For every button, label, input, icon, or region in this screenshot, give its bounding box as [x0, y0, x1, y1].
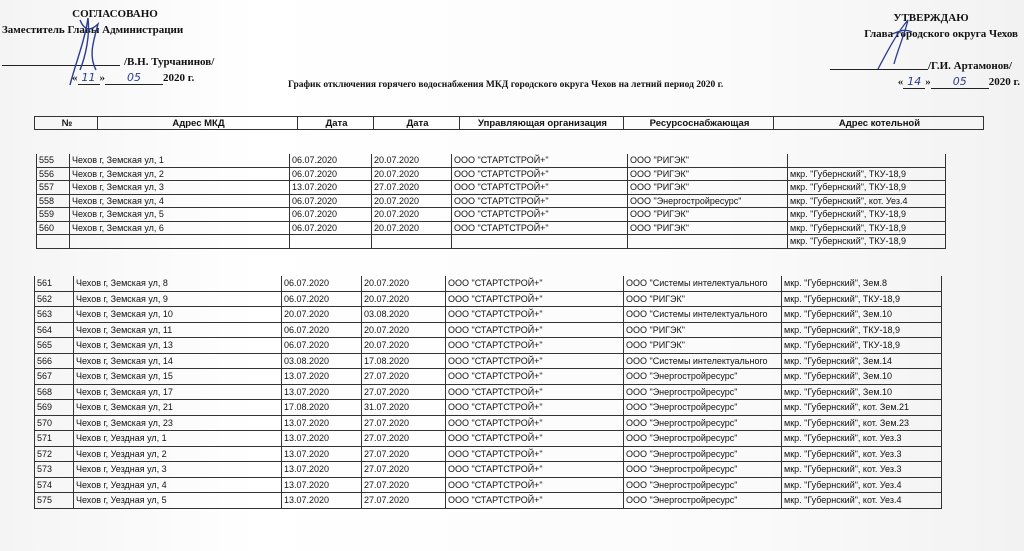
- approval-right-date: « 14 » 05 2020 г.: [897, 75, 1020, 88]
- approval-left-date: « 11 » 05 2020 г.: [72, 71, 195, 84]
- cell-date-start: [290, 235, 372, 249]
- cell-date-start: 06.07.2020: [290, 195, 372, 209]
- cell-management: ООО "СТАРТСТРОЙ+": [446, 307, 624, 323]
- cell-date-start: 06.07.2020: [282, 276, 362, 292]
- cell-number: 574: [34, 478, 74, 494]
- table-header-row: [34, 116, 984, 132]
- col-header-management: Управляющая организация: [460, 116, 624, 130]
- cell-date-end: 27.07.2020: [362, 385, 446, 401]
- cell-resource: ООО "Энергостройресурс": [624, 416, 782, 432]
- cell-boiler: мкр. "Губернский", ТКУ-18,9: [782, 292, 942, 308]
- cell-number: 555: [36, 154, 70, 168]
- cell-date-end: 31.07.2020: [362, 400, 446, 416]
- cell-address: Чехов г, Земская ул, 2: [70, 168, 290, 182]
- cell-resource: ООО "РИГЭК": [628, 168, 788, 182]
- cell-resource: ООО "Энергостройресурс": [624, 462, 782, 478]
- cell-number: 571: [34, 431, 74, 447]
- cell-date-end: 20.07.2020: [372, 195, 452, 209]
- cell-number: [36, 235, 70, 249]
- cell-management: ООО "СТАРТСТРОЙ+": [452, 222, 628, 236]
- cell-address: Чехов г, Земская ул, 11: [74, 323, 282, 339]
- cell-date-end: 27.07.2020: [362, 369, 446, 385]
- cell-date-end: 20.07.2020: [372, 208, 452, 222]
- cell-number: 563: [34, 307, 74, 323]
- cell-number: 561: [34, 276, 74, 292]
- cell-date-end: 27.07.2020: [362, 431, 446, 447]
- cell-date-start: 13.07.2020: [290, 181, 372, 195]
- cell-boiler: мкр. "Губернский", Зем.10: [782, 307, 942, 323]
- cell-management: ООО "СТАРТСТРОЙ+": [446, 400, 624, 416]
- cell-resource: ООО "РИГЭК": [624, 292, 782, 308]
- cell-boiler: мкр. "Губернский", кот. Зем.23: [782, 416, 942, 432]
- approval-left-signer: /В.Н. Турчанинов/: [124, 56, 215, 68]
- approval-right-heading: УТВЕРЖДАЮ: [893, 12, 969, 24]
- col-header-boiler: Адрес котельной: [774, 116, 984, 130]
- cell-management: ООО "СТАРТСТРОЙ+": [446, 276, 624, 292]
- cell-management: ООО "СТАРТСТРОЙ+": [446, 369, 624, 385]
- cell-date-end: 27.07.2020: [372, 181, 452, 195]
- cell-date-start: 17.08.2020: [282, 400, 362, 416]
- cell-number: 560: [36, 222, 70, 236]
- cell-date-start: 03.08.2020: [282, 354, 362, 370]
- cell-management: ООО "СТАРТСТРОЙ+": [446, 385, 624, 401]
- cell-boiler: мкр. "Губернский", ТКУ-18,9: [788, 222, 946, 236]
- cell-boiler: мкр. "Губернский", Зем.8: [782, 276, 942, 292]
- approval-right-date-month: 05: [931, 75, 989, 89]
- cell-address: Чехов г, Уездная ул, 1: [74, 431, 282, 447]
- approval-left-date-month: 05: [105, 71, 163, 85]
- cell-address: Чехов г, Земская ул, 15: [74, 369, 282, 385]
- cell-boiler: мкр. "Губернский", кот. Зем.21: [782, 400, 942, 416]
- cell-management: ООО "СТАРТСТРОЙ+": [452, 154, 628, 168]
- cell-resource: [628, 235, 788, 249]
- cell-date-start: 13.07.2020: [282, 385, 362, 401]
- cell-date-end: [372, 235, 452, 249]
- cell-number: 575: [34, 493, 74, 509]
- cell-date-end: 20.07.2020: [362, 323, 446, 339]
- cell-boiler: мкр. "Губернский", ТКУ-18,9: [788, 208, 946, 222]
- cell-number: 569: [34, 400, 74, 416]
- cell-date-end: 27.07.2020: [362, 447, 446, 463]
- cell-date-start: 13.07.2020: [282, 493, 362, 509]
- cell-date-end: 20.07.2020: [372, 222, 452, 236]
- cell-boiler: мкр. "Губернский", ТКУ-18,9: [788, 235, 946, 249]
- approval-left-heading: СОГЛАСОВАНО: [72, 8, 158, 20]
- signature-right-icon: [868, 14, 928, 74]
- cell-resource: ООО "РИГЭК": [628, 222, 788, 236]
- cell-address: Чехов г, Уездная ул, 4: [74, 478, 282, 494]
- cell-resource: ООО "Системы интелектуального: [624, 276, 782, 292]
- cell-management: ООО "СТАРТСТРОЙ+": [452, 195, 628, 209]
- cell-date-end: 20.07.2020: [362, 292, 446, 308]
- cell-boiler: мкр. "Губернский", ТКУ-18,9: [788, 168, 946, 182]
- cell-date-end: 27.07.2020: [362, 478, 446, 494]
- cell-date-start: 13.07.2020: [282, 431, 362, 447]
- cell-management: ООО "СТАРТСТРОЙ+": [446, 292, 624, 308]
- cell-resource: ООО "РИГЭК": [628, 208, 788, 222]
- col-header-address: Адрес МКД: [98, 116, 298, 130]
- cell-number: 566: [34, 354, 74, 370]
- cell-resource: ООО "Энергостройресурс": [628, 195, 788, 209]
- col-header-date-start: Дата: [298, 116, 374, 130]
- approval-left-date-day: 11: [78, 71, 100, 85]
- cell-boiler: мкр. "Губернский", Зем.14: [782, 354, 942, 370]
- cell-boiler: мкр. "Губернский", кот. Уез.4: [782, 493, 942, 509]
- col-header-number: №: [34, 116, 98, 130]
- cell-boiler: мкр. "Губернский", кот. Уез.4: [782, 478, 942, 494]
- cell-date-end: 20.07.2020: [362, 276, 446, 292]
- cell-date-start: 13.07.2020: [282, 462, 362, 478]
- cell-date-end: 03.08.2020: [362, 307, 446, 323]
- cell-management: ООО "СТАРТСТРОЙ+": [446, 478, 624, 494]
- cell-boiler: мкр. "Губернский", ТКУ-18,9: [788, 181, 946, 195]
- cell-management: [452, 235, 628, 249]
- cell-address: Чехов г, Земская ул, 3: [70, 181, 290, 195]
- cell-management: ООО "СТАРТСТРОЙ+": [452, 208, 628, 222]
- cell-resource: ООО "Энергостройресурс": [624, 447, 782, 463]
- cell-boiler: мкр. "Губернский", кот. Уез.3: [782, 447, 942, 463]
- cell-date-start: 13.07.2020: [282, 369, 362, 385]
- cell-number: 559: [36, 208, 70, 222]
- cell-resource: ООО "Энергостройресурс": [624, 385, 782, 401]
- cell-number: 557: [36, 181, 70, 195]
- cell-date-start: 06.07.2020: [290, 208, 372, 222]
- cell-date-end: 27.07.2020: [362, 493, 446, 509]
- signature-left-icon: [50, 10, 130, 90]
- cell-resource: ООО "Энергостройресурс": [624, 369, 782, 385]
- cell-management: ООО "СТАРТСТРОЙ+": [446, 462, 624, 478]
- cell-address: Чехов г, Земская ул, 1: [70, 154, 290, 168]
- cell-date-end: 27.07.2020: [362, 462, 446, 478]
- approval-right-signer: /Г.И. Артамонов/: [928, 60, 1012, 72]
- cell-date-end: 20.07.2020: [362, 338, 446, 354]
- approval-left-date-year: 2020 г.: [163, 72, 195, 84]
- approval-right-date-year: 2020 г.: [988, 76, 1020, 88]
- cell-address: Чехов г, Земская ул, 9: [74, 292, 282, 308]
- cell-date-end: 17.08.2020: [362, 354, 446, 370]
- cell-boiler: мкр. "Губернский", ТКУ-18,9: [782, 323, 942, 339]
- cell-date-end: 20.07.2020: [372, 154, 452, 168]
- cell-number: 567: [34, 369, 74, 385]
- cell-date-start: 06.07.2020: [290, 154, 372, 168]
- cell-date-start: 06.07.2020: [290, 222, 372, 236]
- cell-date-start: 06.07.2020: [282, 338, 362, 354]
- cell-number: 564: [34, 323, 74, 339]
- cell-date-start: 13.07.2020: [282, 478, 362, 494]
- cell-boiler: мкр. "Губернский", кот. Уез.3: [782, 462, 942, 478]
- cell-address: Чехов г, Уездная ул, 3: [74, 462, 282, 478]
- cell-resource: ООО "РИГЭК": [628, 181, 788, 195]
- cell-number: 562: [34, 292, 74, 308]
- cell-address: Чехов г, Земская ул, 17: [74, 385, 282, 401]
- cell-address: Чехов г, Земская ул, 14: [74, 354, 282, 370]
- cell-number: 570: [34, 416, 74, 432]
- document-title: График отключения горячего водоснабжения МКД городского округа Чехов на летний период 2020 г.: [288, 80, 724, 90]
- cell-number: 573: [34, 462, 74, 478]
- cell-address: Чехов г, Земская ул, 8: [74, 276, 282, 292]
- cell-number: 558: [36, 195, 70, 209]
- approval-right-date-day: 14: [903, 75, 925, 89]
- cell-number: 568: [34, 385, 74, 401]
- cell-management: ООО "СТАРТСТРОЙ+": [446, 338, 624, 354]
- cell-management: ООО "СТАРТСТРОЙ+": [446, 354, 624, 370]
- cell-date-start: 06.07.2020: [282, 292, 362, 308]
- cell-date-end: 27.07.2020: [362, 416, 446, 432]
- cell-boiler: мкр. "Губернский", Зем.10: [782, 385, 942, 401]
- cell-address: Чехов г, Земская ул, 6: [70, 222, 290, 236]
- cell-resource: ООО "Энергостройресурс": [624, 478, 782, 494]
- cell-management: ООО "СТАРТСТРОЙ+": [446, 447, 624, 463]
- cell-management: ООО "СТАРТСТРОЙ+": [452, 181, 628, 195]
- cell-boiler: [788, 154, 946, 168]
- cell-boiler: мкр. "Губернский", ТКУ-18,9: [782, 338, 942, 354]
- cell-date-start: 06.07.2020: [282, 323, 362, 339]
- cell-address: Чехов г, Уездная ул, 5: [74, 493, 282, 509]
- approval-right-position: Глава городского округа Чехов: [864, 28, 1018, 40]
- cell-resource: ООО "Системы интелектуального: [624, 354, 782, 370]
- cell-resource: ООО "Энергостройресурс": [624, 493, 782, 509]
- approval-left-position: Заместитель Главы Администрации: [2, 24, 184, 36]
- cell-address: Чехов г, Земская ул, 21: [74, 400, 282, 416]
- cell-address: Чехов г, Земская ул, 4: [70, 195, 290, 209]
- cell-management: ООО "СТАРТСТРОЙ+": [452, 168, 628, 182]
- cell-resource: ООО "Системы интелектуального: [624, 307, 782, 323]
- cell-address: Чехов г, Уездная ул, 2: [74, 447, 282, 463]
- cell-date-start: 20.07.2020: [282, 307, 362, 323]
- cell-number: 556: [36, 168, 70, 182]
- cell-address: Чехов г, Земская ул, 5: [70, 208, 290, 222]
- cell-resource: ООО "Энергостройресурс": [624, 400, 782, 416]
- cell-date-start: 13.07.2020: [282, 416, 362, 432]
- cell-date-start: 13.07.2020: [282, 447, 362, 463]
- cell-number: 572: [34, 447, 74, 463]
- cell-address: [70, 235, 290, 249]
- cell-resource: ООО "РИГЭК": [624, 338, 782, 354]
- cell-address: Чехов г, Земская ул, 10: [74, 307, 282, 323]
- cell-management: ООО "СТАРТСТРОЙ+": [446, 323, 624, 339]
- cell-number: 565: [34, 338, 74, 354]
- cell-address: Чехов г, Земская ул, 23: [74, 416, 282, 432]
- cell-management: ООО "СТАРТСТРОЙ+": [446, 431, 624, 447]
- col-header-date-end: Дата: [374, 116, 460, 130]
- cell-boiler: мкр. "Губернский", кот. Уез.3: [782, 431, 942, 447]
- cell-boiler: мкр. "Губернский", кот. Уез.4: [788, 195, 946, 209]
- cell-date-end: 20.07.2020: [372, 168, 452, 182]
- cell-address: Чехов г, Земская ул, 13: [74, 338, 282, 354]
- cell-resource: ООО "РИГЭК": [624, 323, 782, 339]
- cell-date-start: 06.07.2020: [290, 168, 372, 182]
- cell-boiler: мкр. "Губернский", Зем.10: [782, 369, 942, 385]
- cell-management: ООО "СТАРТСТРОЙ+": [446, 493, 624, 509]
- cell-resource: ООО "Энергостройресурс": [624, 431, 782, 447]
- cell-management: ООО "СТАРТСТРОЙ+": [446, 416, 624, 432]
- col-header-resource: Ресурсоснабжающая: [624, 116, 774, 130]
- cell-resource: ООО "РИГЭК": [628, 154, 788, 168]
